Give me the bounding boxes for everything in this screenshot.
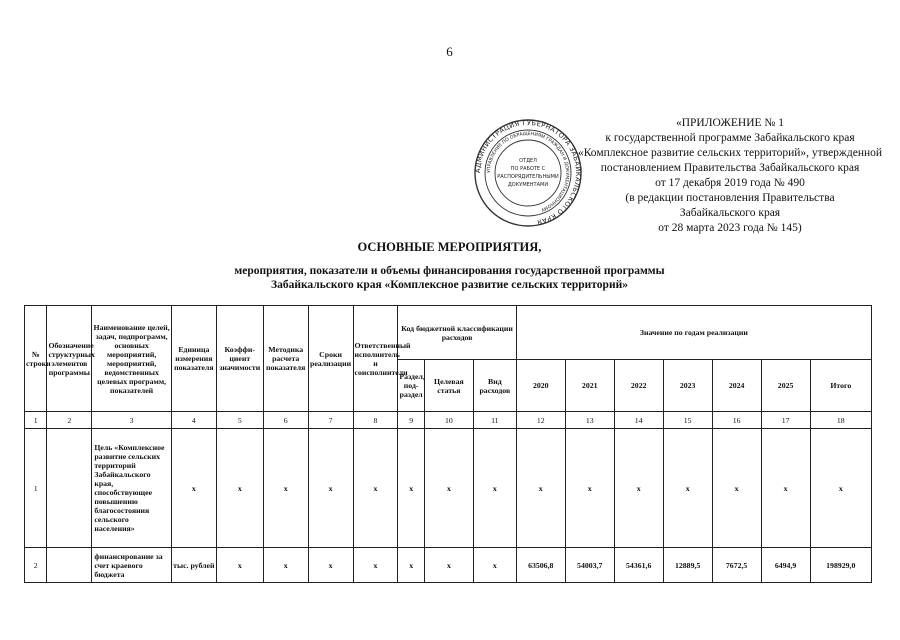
row-expense-type: x [473, 429, 516, 548]
row-target-item: x [424, 429, 473, 548]
document-title: ОСНОВНЫЕ МЕРОПРИЯТИЯ, [357, 240, 542, 254]
appendix-line: от 28 марта 2023 года № 145) [658, 222, 802, 234]
row-value: x [516, 429, 565, 548]
row-value: x [565, 429, 614, 548]
row-unit: x [171, 429, 216, 548]
stamp-inner-text: УПРАВЛЕНИЕ ПО ОБРАЩЕНИЯМ ГРАЖДАН И ДОКУМЕНТАЦИОННОМУ [486, 131, 570, 212]
appendix-line: постановлением Правительства Забайкальского края [600, 162, 860, 174]
row-value: x [663, 429, 712, 548]
header-target-item: Целевая статья [424, 360, 473, 412]
row-total: x [810, 429, 871, 548]
row-coefficient: x [216, 429, 263, 548]
row-designation [47, 429, 92, 548]
header-row-no: № строки [25, 306, 47, 412]
row-name: финансирование за счет краевого бюджета [92, 548, 172, 583]
table-row [25, 429, 872, 548]
row-expense-type: x [473, 548, 516, 583]
column-number: 8 [353, 412, 398, 429]
stamp-center-line: РАСПОРЯДИТЕЛЬНЫМИ [497, 174, 559, 180]
header-unit: Единица измерения показателя [171, 306, 216, 412]
row-number: 1 [25, 429, 47, 548]
header-total: Итого [810, 360, 871, 412]
column-number: 18 [810, 412, 871, 429]
table-row [25, 548, 872, 583]
row-terms: x [308, 548, 353, 583]
row-executor: x [353, 429, 398, 548]
header-section: Раздел, под-раздел [398, 360, 425, 412]
row-value: x [614, 429, 663, 548]
column-number: 3 [92, 412, 172, 429]
subtitle-line: Забайкальского края «Комплексное развитие сельских территорий» [271, 279, 628, 291]
row-name: Цель «Комплексное развитие сельских территорий Забайкальского края, способствующее повышению благосостояния сельского населения» [92, 429, 172, 548]
column-number: 9 [398, 412, 425, 429]
page-number: 6 [446, 44, 453, 59]
column-number: 6 [263, 412, 308, 429]
header-year: 2024 [712, 360, 761, 412]
header-year: 2023 [663, 360, 712, 412]
header-expense-type: Вид расходов [473, 360, 516, 412]
header-year: 2025 [761, 360, 810, 412]
header-year: 2022 [614, 360, 663, 412]
appendix-line: от 17 декабря 2019 года № 490 [655, 177, 805, 189]
row-value: 7672,5 [712, 548, 761, 583]
column-number: 13 [565, 412, 614, 429]
row-unit: тыс. рублей [171, 548, 216, 583]
column-number: 2 [47, 412, 92, 429]
header-year: 2020 [516, 360, 565, 412]
header-year: 2021 [565, 360, 614, 412]
row-section: x [398, 429, 425, 548]
row-value: 54361,6 [614, 548, 663, 583]
column-number: 1 [25, 412, 47, 429]
header-values-by-year: Значение по годам реализации [516, 306, 871, 360]
appendix-header [560, 116, 900, 236]
stamp-center-line: ОТДЕЛ [519, 158, 537, 164]
row-section: x [398, 548, 425, 583]
row-total: 198929,0 [810, 548, 871, 583]
stamp-center-line: ПО РАБОТЕ С [510, 166, 546, 172]
subtitle-line: мероприятия, показатели и объемы финансирования государственной программы [234, 265, 665, 277]
column-number: 7 [308, 412, 353, 429]
row-designation [47, 548, 92, 583]
row-terms: x [308, 429, 353, 548]
appendix-line: к государственной программе Забайкальского края [605, 132, 855, 144]
column-number: 12 [516, 412, 565, 429]
column-number: 10 [424, 412, 473, 429]
header-designation: Обозначение структурных элементов программы [47, 306, 92, 412]
row-method: x [263, 429, 308, 548]
row-value: 6494,9 [761, 548, 810, 583]
column-number: 4 [171, 412, 216, 429]
header-method: Методика расчета показателя [263, 306, 308, 412]
row-value: 12889,5 [663, 548, 712, 583]
column-number: 14 [614, 412, 663, 429]
header-executor: Ответственный исполнитель и соисполнители [353, 306, 398, 412]
column-number-row [25, 412, 872, 429]
header-terms: Сроки реализации [308, 306, 353, 412]
column-number: 17 [761, 412, 810, 429]
header-coefficient: Коэффи-циент значимости [216, 306, 263, 412]
document-subtitle [0, 264, 899, 292]
measures-table [24, 305, 872, 583]
column-number: 15 [663, 412, 712, 429]
column-number: 5 [216, 412, 263, 429]
row-value: 63506,8 [516, 548, 565, 583]
stamp-outer-text: АДМИНИСТРАЦИЯ ГУБЕРНАТОРА ЗАБАЙКАЛЬСКОГО КРАЯ [473, 118, 583, 227]
appendix-line: «ПРИЛОЖЕНИЕ № 1 [675, 117, 784, 129]
row-number: 2 [25, 548, 47, 583]
header-budget-classification: Код бюджетной классификации расходов [398, 306, 516, 360]
column-number: 11 [473, 412, 516, 429]
row-value: 54003,7 [565, 548, 614, 583]
appendix-line: (в редакции постановления Правительства [625, 192, 835, 204]
stamp-center-line: ДОКУМЕНТАМИ [507, 182, 549, 188]
header-name: Наименование целей, задач, подпрограмм, основных мероприятий, мероприятий, ведомственных целевых программ, показателей [92, 306, 172, 412]
row-value: x [712, 429, 761, 548]
column-number: 16 [712, 412, 761, 429]
row-coefficient: x [216, 548, 263, 583]
row-target-item: x [424, 548, 473, 583]
row-method: x [263, 548, 308, 583]
appendix-line: Забайкальского края [679, 207, 781, 219]
appendix-line: «Комплексное развитие сельских территорий», утвержденной [577, 147, 883, 159]
row-value: x [761, 429, 810, 548]
row-executor: x [353, 548, 398, 583]
